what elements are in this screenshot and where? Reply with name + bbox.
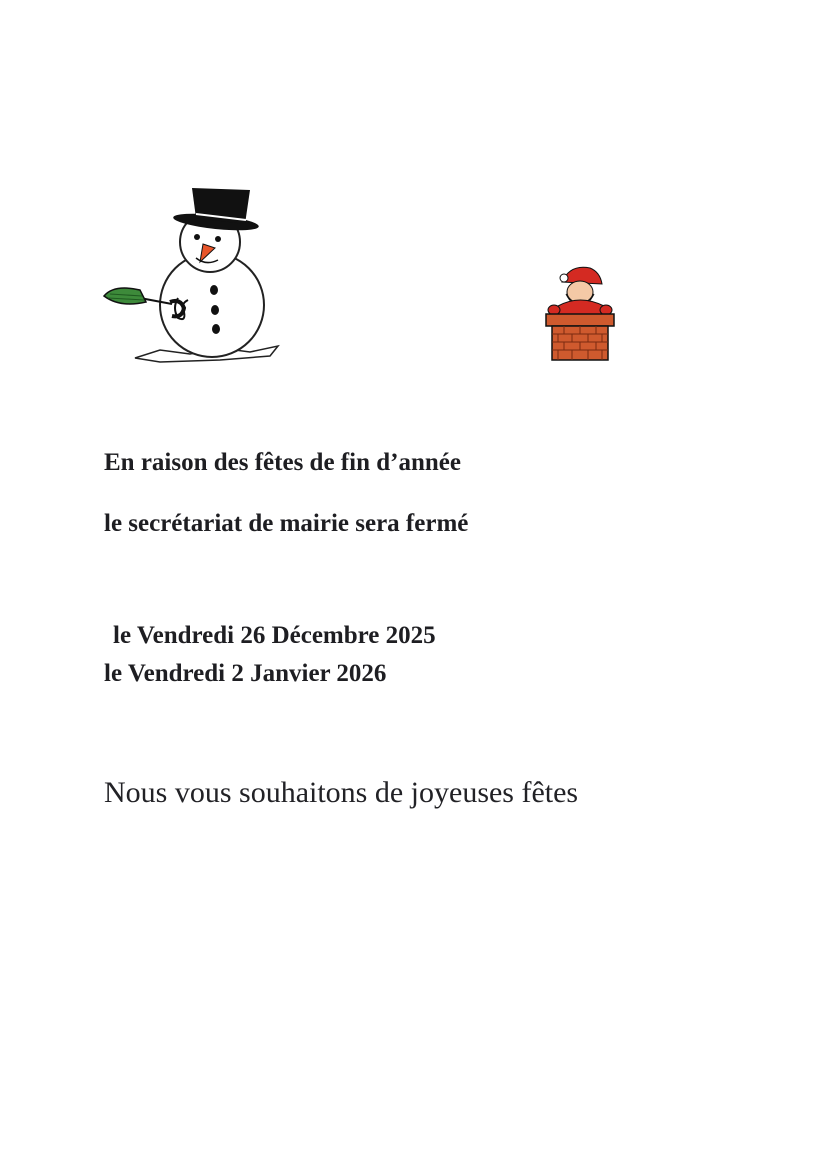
santa-chimney-illustration: [540, 262, 620, 362]
snowman-illustration: [100, 180, 285, 365]
notice-line-2: le secrétariat de mairie sera fermé: [104, 510, 469, 537]
closure-date-1: le Vendredi 26 Décembre 2025: [113, 622, 436, 649]
greeting: Nous vous souhaitons de joyeuses fêtes: [104, 776, 579, 809]
notice-line-1: En raison des fêtes de fin d’année: [104, 449, 461, 476]
closure-date-2: le Vendredi 2 Janvier 2026: [104, 660, 387, 687]
